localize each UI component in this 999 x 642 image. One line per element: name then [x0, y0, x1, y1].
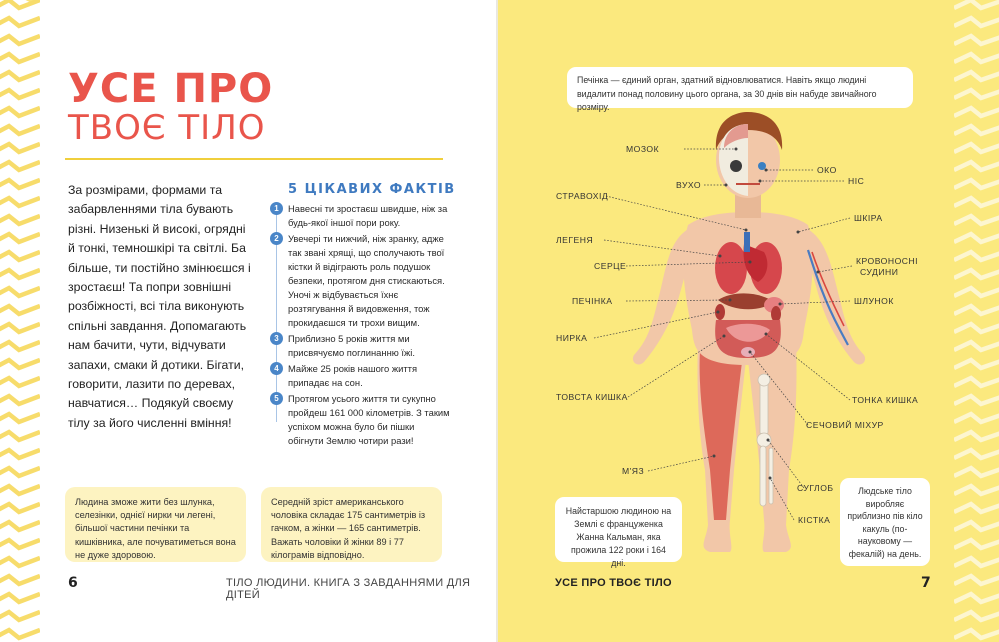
label-bladder: СЕЧОВИЙ МІХУР	[806, 420, 884, 430]
zigzag-stroke	[0, 288, 40, 296]
note-daily-poop: Людське тіло виробляє приблизно пів кіло какуль (по-науковому — фекалій) на день.	[840, 478, 930, 566]
fact-number: 3	[270, 332, 283, 345]
label-small-intestine: ТОНКА КИШКА	[852, 395, 919, 405]
page-title-line1: УСЕ ПРО	[68, 66, 274, 112]
note-average-height: Середній зріст американського чоловіка складає 175 сантиметрів із гачком, а жінки — 165 сантиметрів. Важать чоловіки й жінки 89 і 77 кілограмів відповідно.	[261, 487, 442, 562]
page-number-right: 7	[921, 575, 931, 591]
label-skin: ШКІРА	[854, 213, 883, 223]
fact-text: Протягом усього життя ти сукупно пройдеш 161 000 кілометрів. З таким успіхом можна було би пішки обігнути Землю чотири рази!	[288, 393, 450, 446]
label-liver: ПЕЧІНКА	[572, 296, 613, 306]
zigzag-stroke	[0, 72, 40, 80]
label-eye: ОКО	[817, 165, 837, 175]
zigzag-stroke	[0, 198, 40, 206]
zigzag-stroke	[0, 126, 40, 134]
zigzag-stroke	[0, 18, 40, 26]
zigzag-stroke	[0, 0, 40, 8]
zigzag-stroke	[0, 522, 40, 530]
fact-text: Приблизно 5 років життя ми присвячуємо поглинанню їжі.	[288, 333, 415, 358]
zigzag-stroke	[0, 54, 40, 62]
left-page	[0, 0, 498, 642]
zigzag-stroke	[0, 378, 40, 386]
fact-text: Майже 25 років нашого життя припадає на сон.	[288, 363, 418, 388]
page-title-line2: ТВОЄ ТІЛО	[68, 108, 266, 148]
right-page	[498, 0, 999, 642]
zigzag-stroke	[0, 576, 40, 584]
zigzag-stroke	[0, 234, 40, 242]
zigzag-stroke	[0, 486, 40, 494]
label-joint: СУГЛОБ	[797, 483, 834, 493]
label-muscle: М'ЯЗ	[622, 466, 645, 476]
zigzag-stroke	[0, 468, 40, 476]
zigzag-stroke	[0, 558, 40, 566]
fact-item	[270, 392, 452, 448]
label-heart: СЕРЦЕ	[594, 261, 627, 271]
zigzag-stroke	[0, 252, 40, 260]
zigzag-stroke	[0, 540, 40, 548]
zigzag-stroke	[0, 432, 40, 440]
intro-paragraph: За розмірами, формами та забарвленнями тіла бувають різні. Низенькі й високі, огрядні й тонкі, темношкірі та світлі. Ба більше, ти постійно змінюєшся і зростаєш! Та попри зовнішні розбіжності, всі тіла виконують спільні завдання. Допомагають нам бачити, чути, відчувати запахи, смаки й дотики. Бігати, говорити, лазити по деревах, навчатися… Подякуй своєму тілу за його численні вміння!	[68, 183, 251, 430]
label-bone: КІСТКА	[798, 515, 831, 525]
zigzag-stroke	[0, 90, 40, 98]
label-stomach: ШЛУНОК	[854, 296, 894, 306]
note-oldest-person: Найстаршою людиною на Землі є француженка Жанна Кальман, яка прожила 122 роки і 164 дні.	[555, 497, 682, 562]
zigzag-stroke	[0, 270, 40, 278]
zigzag-stroke	[0, 414, 40, 422]
title-divider	[65, 158, 443, 160]
label-lungs: ЛЕГЕНЯ	[556, 235, 594, 245]
zigzag-stroke	[0, 216, 40, 224]
fact-number: 2	[270, 232, 283, 245]
zigzag-stroke	[0, 612, 40, 620]
zigzag-border-left	[0, 0, 40, 642]
zigzag-stroke	[0, 108, 40, 116]
fact-item	[270, 332, 452, 360]
footer-right: УСЕ ПРО ТВОЄ ТІЛО	[555, 577, 672, 589]
zigzag-stroke	[0, 450, 40, 458]
facts-list	[270, 202, 452, 450]
zigzag-stroke	[0, 360, 40, 368]
zigzag-stroke	[0, 630, 40, 638]
label-vessels: КРОВОНОСНІ СУДИНИ	[856, 256, 919, 277]
fact-item	[270, 232, 452, 330]
label-brain: МОЗОК	[626, 144, 660, 154]
zigzag-stroke	[0, 342, 40, 350]
facts-heading: 5 ЦІКАВИХ ФАКТІВ	[288, 182, 456, 197]
fact-item	[270, 202, 452, 230]
fact-number: 1	[270, 202, 283, 215]
zigzag-stroke	[0, 162, 40, 170]
page-number-left: 6	[68, 575, 78, 591]
note-liver-regeneration: Печінка — єдиний орган, здатний відновлюватися. Навіть якщо людині видалити понад половину цього органа, за 30 днів він набуде звичайного розміру.	[567, 67, 913, 108]
label-large-intestine: ТОВСТА КИШКА	[556, 392, 628, 402]
zigzag-stroke	[0, 36, 40, 44]
note-organs: Людина зможе жити без шлунка, селезінки, однієї нирки чи легені, більшої частини печінки та кишківника, але почуватиметься вона не дуже здоровою.	[65, 487, 246, 562]
fact-item	[270, 362, 452, 390]
label-esophagus: СТРАВОХІД	[556, 191, 609, 201]
zigzag-stroke	[0, 180, 40, 188]
zigzag-stroke	[0, 306, 40, 314]
label-ear: ВУХО	[676, 180, 702, 190]
label-kidney: НИРКА	[556, 333, 588, 343]
fact-number: 4	[270, 362, 283, 375]
fact-text: Увечері ти нижчий, ніж зранку, адже так звані хрящі, що сполучають твої кістки й відіграють роль подушок безпеки, протягом дня стискаються. Уночі ж відбувається їхнє розтягування й видовження, тож прокидаєшся ти трохи вищим.	[288, 233, 445, 328]
zigzag-stroke	[0, 396, 40, 404]
footer-left: ТІЛО ЛЮДИНИ. КНИГА З ЗАВДАННЯМИ ДЛЯ ДІТЕЙ	[226, 577, 471, 601]
zigzag-stroke	[0, 144, 40, 152]
label-nose: НІС	[848, 176, 865, 186]
zigzag-stroke	[0, 504, 40, 512]
fact-number: 5	[270, 392, 283, 405]
zigzag-stroke	[0, 594, 40, 602]
fact-text: Навесні ти зростаєш швидше, ніж за будь-якої іншої пори року.	[288, 203, 448, 228]
zigzag-stroke	[0, 324, 40, 332]
